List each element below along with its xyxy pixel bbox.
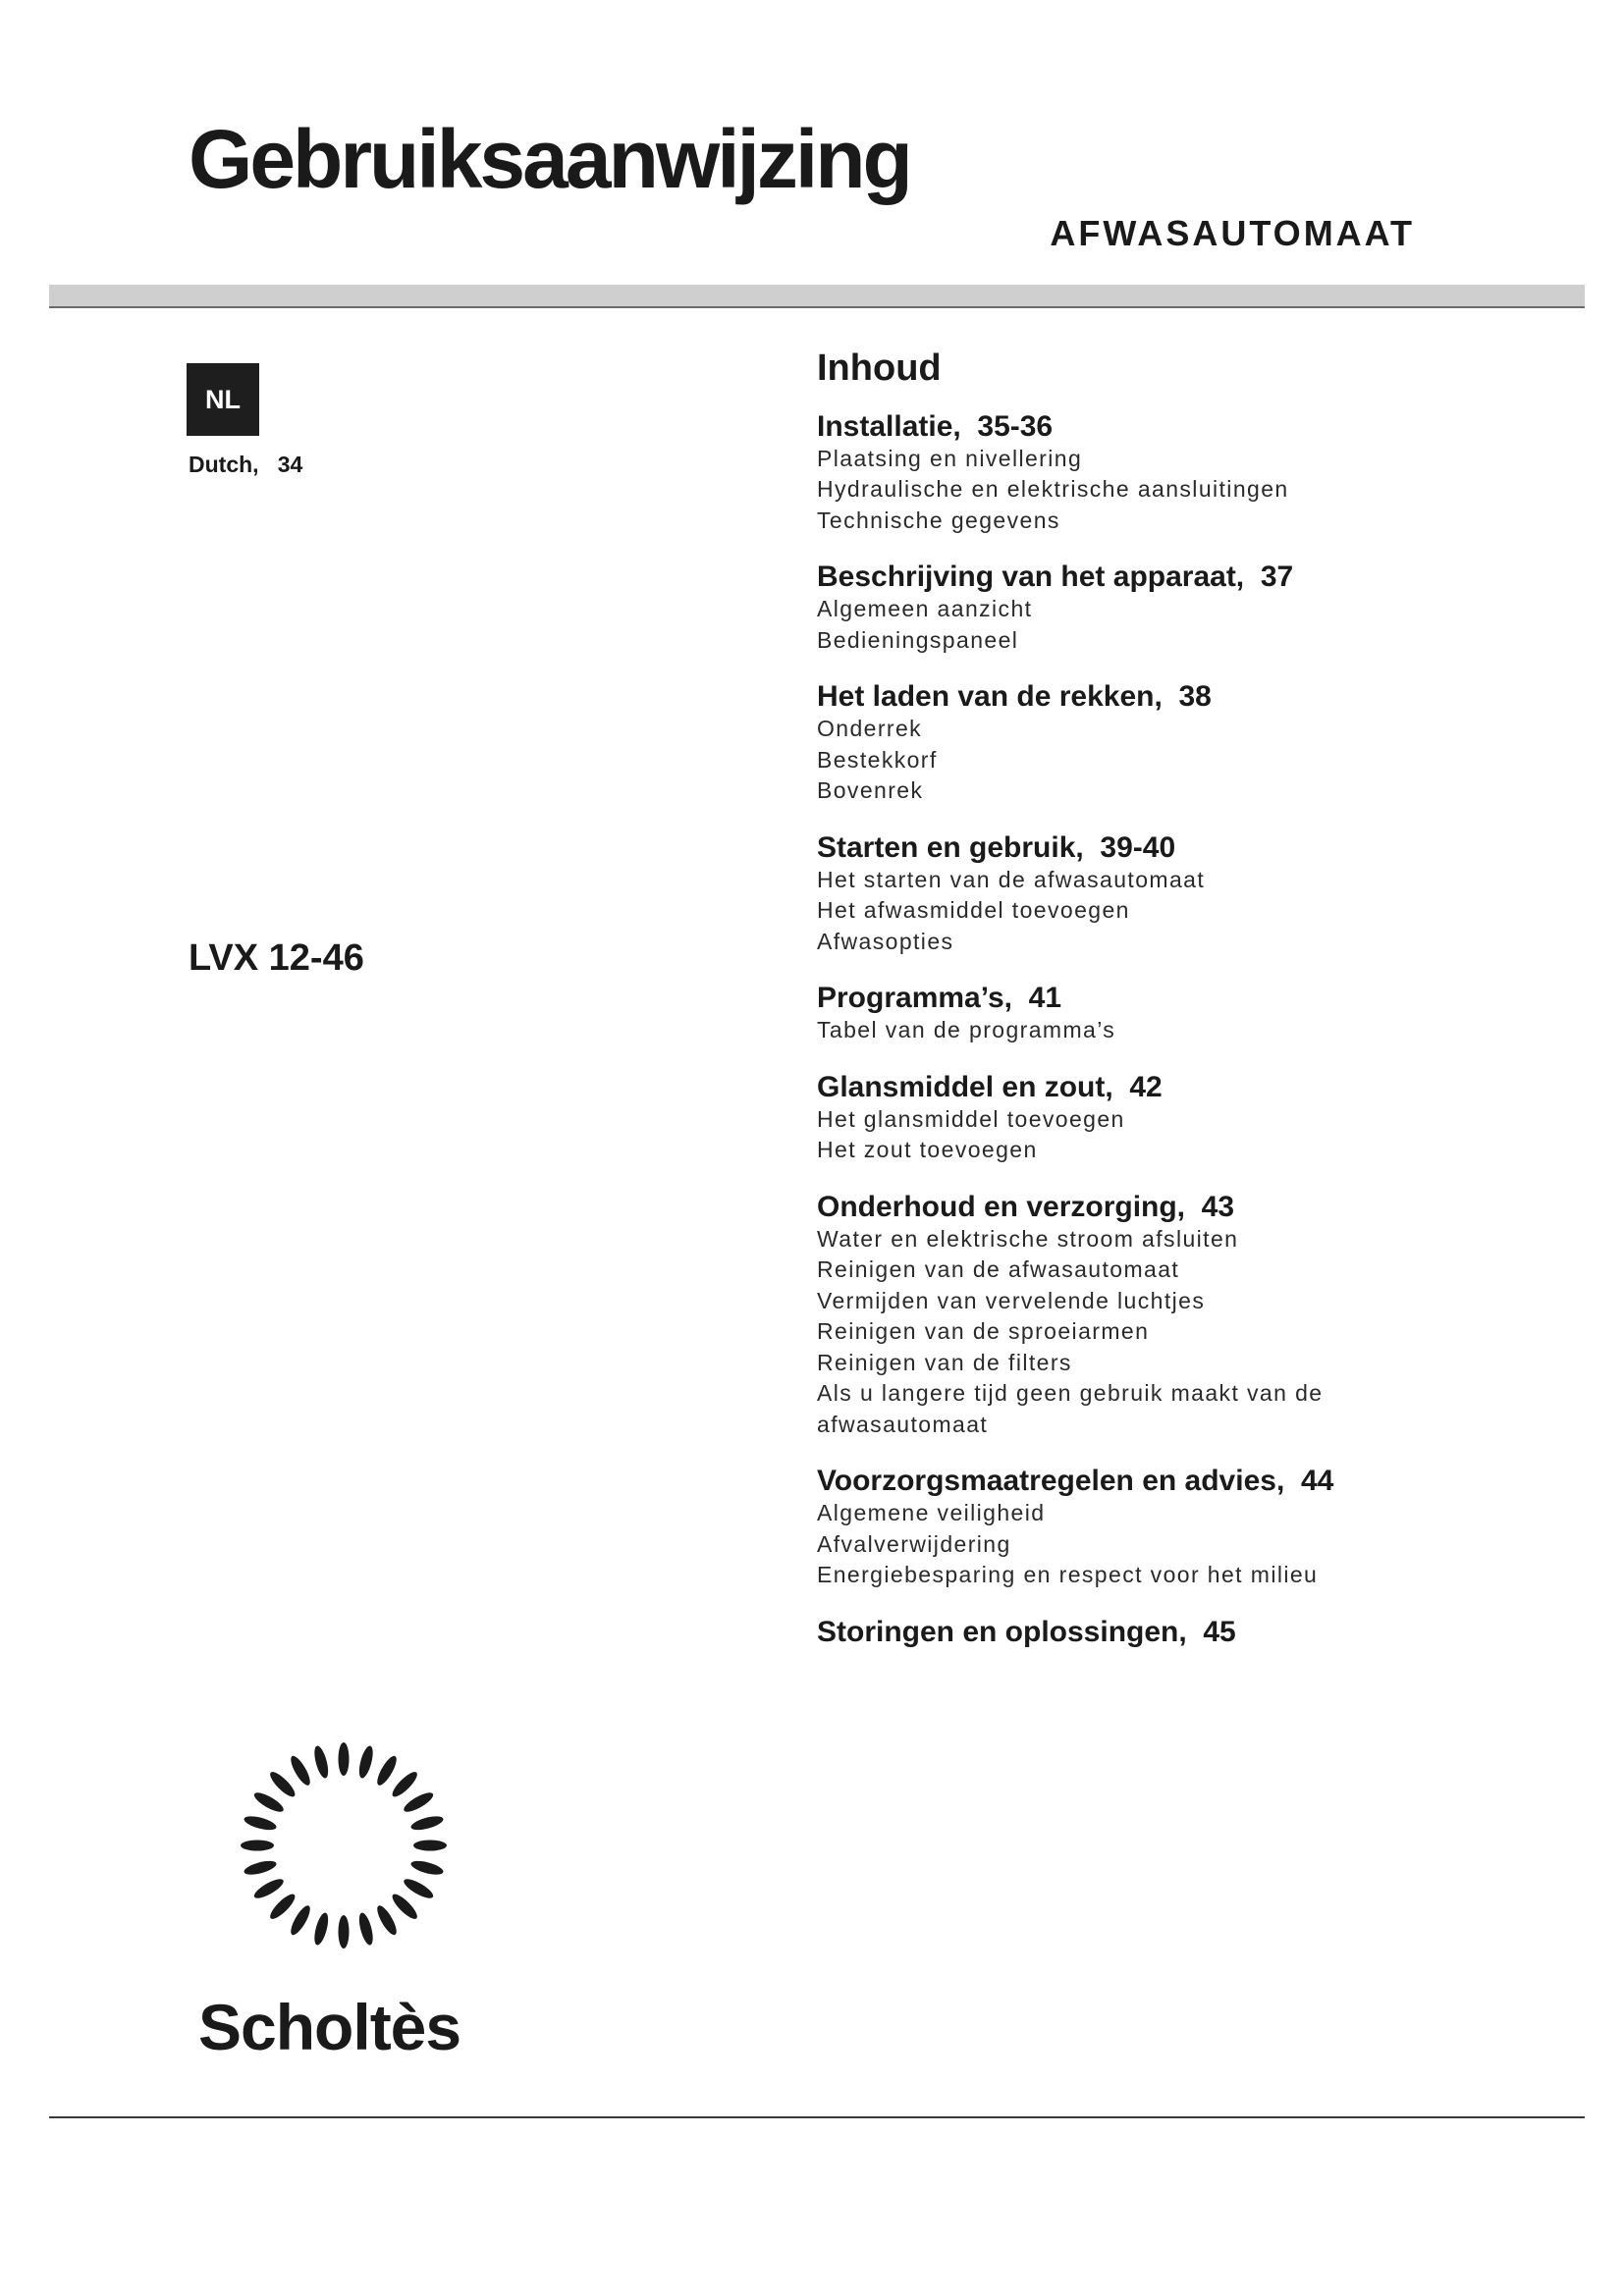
sunburst-ray <box>356 1744 375 1780</box>
toc-item: Algemene veiligheid <box>817 1500 1046 1526</box>
toc-item: Vermijden van vervelende luchtjes <box>817 1287 1206 1313</box>
header-band <box>49 285 1585 306</box>
model-number: LVX 12-46 <box>189 937 364 979</box>
toc-item: Het glansmiddel toevoegen <box>817 1105 1125 1132</box>
brand-wordmark: Scholtès <box>198 1991 461 2061</box>
toc-item: Het afwasmiddel toevoegen <box>817 897 1130 924</box>
toc-section-title: Beschrijving van het apparaat, 37 <box>817 561 1294 594</box>
header-divider <box>49 306 1585 308</box>
sunburst-ray <box>339 1742 350 1776</box>
toc-section <box>817 409 1504 537</box>
sunburst-ray <box>374 1753 401 1788</box>
toc-item: Bestekkorf <box>817 746 938 773</box>
sunburst-ray <box>339 1915 350 1949</box>
sunburst-ray <box>288 1753 314 1788</box>
sunburst-ray <box>243 1858 278 1877</box>
sunburst-ray <box>267 1891 298 1922</box>
toc-item: Bovenrek <box>817 777 924 804</box>
sunburst-ray <box>402 1789 436 1816</box>
sunburst-ray <box>409 1814 445 1833</box>
document-title: Gebruiksaanwijzing <box>189 113 910 205</box>
toc-sections <box>817 409 1504 1649</box>
toc-item: Als u langere tijd geen gebruik maakt van de <box>817 1380 1324 1407</box>
toc-section <box>817 1464 1504 1591</box>
toc-item: Water en elektrische stroom afsluiten <box>817 1225 1239 1252</box>
sunburst-ray <box>251 1876 286 1902</box>
toc-section <box>817 830 1504 958</box>
toc-item: afwasautomaat <box>817 1411 989 1437</box>
sunburst-ray <box>374 1903 401 1938</box>
table-of-contents <box>817 348 1504 1673</box>
toc-section <box>817 981 1504 1046</box>
sunburst-ray <box>243 1814 278 1833</box>
sunburst-ray <box>389 1891 420 1922</box>
toc-item: Hydraulische en elektrische aansluitingen <box>817 476 1289 503</box>
toc-section-title: Het laden van de rekken, 38 <box>817 680 1212 714</box>
sunburst-ray <box>356 1911 375 1947</box>
toc-section-title: Onderhoud en verzorging, 43 <box>817 1190 1235 1223</box>
toc-section-title: Voorzorgsmaatregelen en advies, 44 <box>817 1465 1334 1498</box>
language-badge: NL <box>187 363 259 436</box>
language-page-reference: Dutch, 34 <box>189 452 303 477</box>
toc-section <box>817 1070 1504 1166</box>
toc-section <box>817 679 1504 807</box>
sunburst-ray <box>241 1841 274 1851</box>
toc-item: Afwasopties <box>817 928 954 954</box>
toc-item: Het zout toevoegen <box>817 1137 1038 1163</box>
toc-item: Technische gegevens <box>817 507 1060 533</box>
brand-logo <box>196 1737 491 2066</box>
toc-item: Plaatsing en nivellering <box>817 445 1083 471</box>
toc-item: Onderrek <box>817 716 923 742</box>
toc-section-title: Glansmiddel en zout, 42 <box>817 1070 1163 1103</box>
toc-item: Energiebesparing en respect voor het milieu <box>817 1562 1319 1588</box>
sunburst-ray <box>409 1858 445 1877</box>
toc-section-title: Starten en gebruik, 39-40 <box>817 830 1176 864</box>
sunburst-ray <box>402 1876 436 1902</box>
toc-item: Reinigen van de filters <box>817 1349 1072 1375</box>
sunburst-ray <box>267 1769 298 1800</box>
sunburst-icon <box>196 1737 491 2061</box>
footer-divider <box>49 2116 1585 2118</box>
sunburst-ray <box>413 1841 447 1851</box>
toc-section <box>817 1190 1504 1441</box>
sunburst-ray <box>251 1789 286 1816</box>
document-subtitle: AFWASAUTOMAAT <box>1050 213 1415 253</box>
toc-item: Afvalverwijdering <box>817 1530 1011 1557</box>
toc-section-title: Programma’s, 41 <box>817 982 1062 1015</box>
toc-section <box>817 1615 1504 1649</box>
toc-section <box>817 560 1504 656</box>
toc-heading: Inhoud <box>817 347 942 389</box>
toc-item: Reinigen van de sproeiarmen <box>817 1318 1150 1345</box>
toc-item: Het starten van de afwasautomaat <box>817 866 1206 892</box>
sunburst-ray <box>312 1911 331 1947</box>
toc-item: Bedieningspaneel <box>817 626 1019 653</box>
sunburst-ray <box>312 1744 331 1780</box>
toc-item: Reinigen van de afwasautomaat <box>817 1256 1180 1283</box>
sunburst-ray <box>288 1903 314 1938</box>
toc-section-title: Storingen en oplossingen, 45 <box>817 1615 1236 1648</box>
toc-section-title: Installatie, 35-36 <box>817 409 1054 443</box>
sunburst-ray <box>389 1769 420 1800</box>
toc-item: Algemeen aanzicht <box>817 596 1033 622</box>
toc-item: Tabel van de programma’s <box>817 1017 1116 1043</box>
